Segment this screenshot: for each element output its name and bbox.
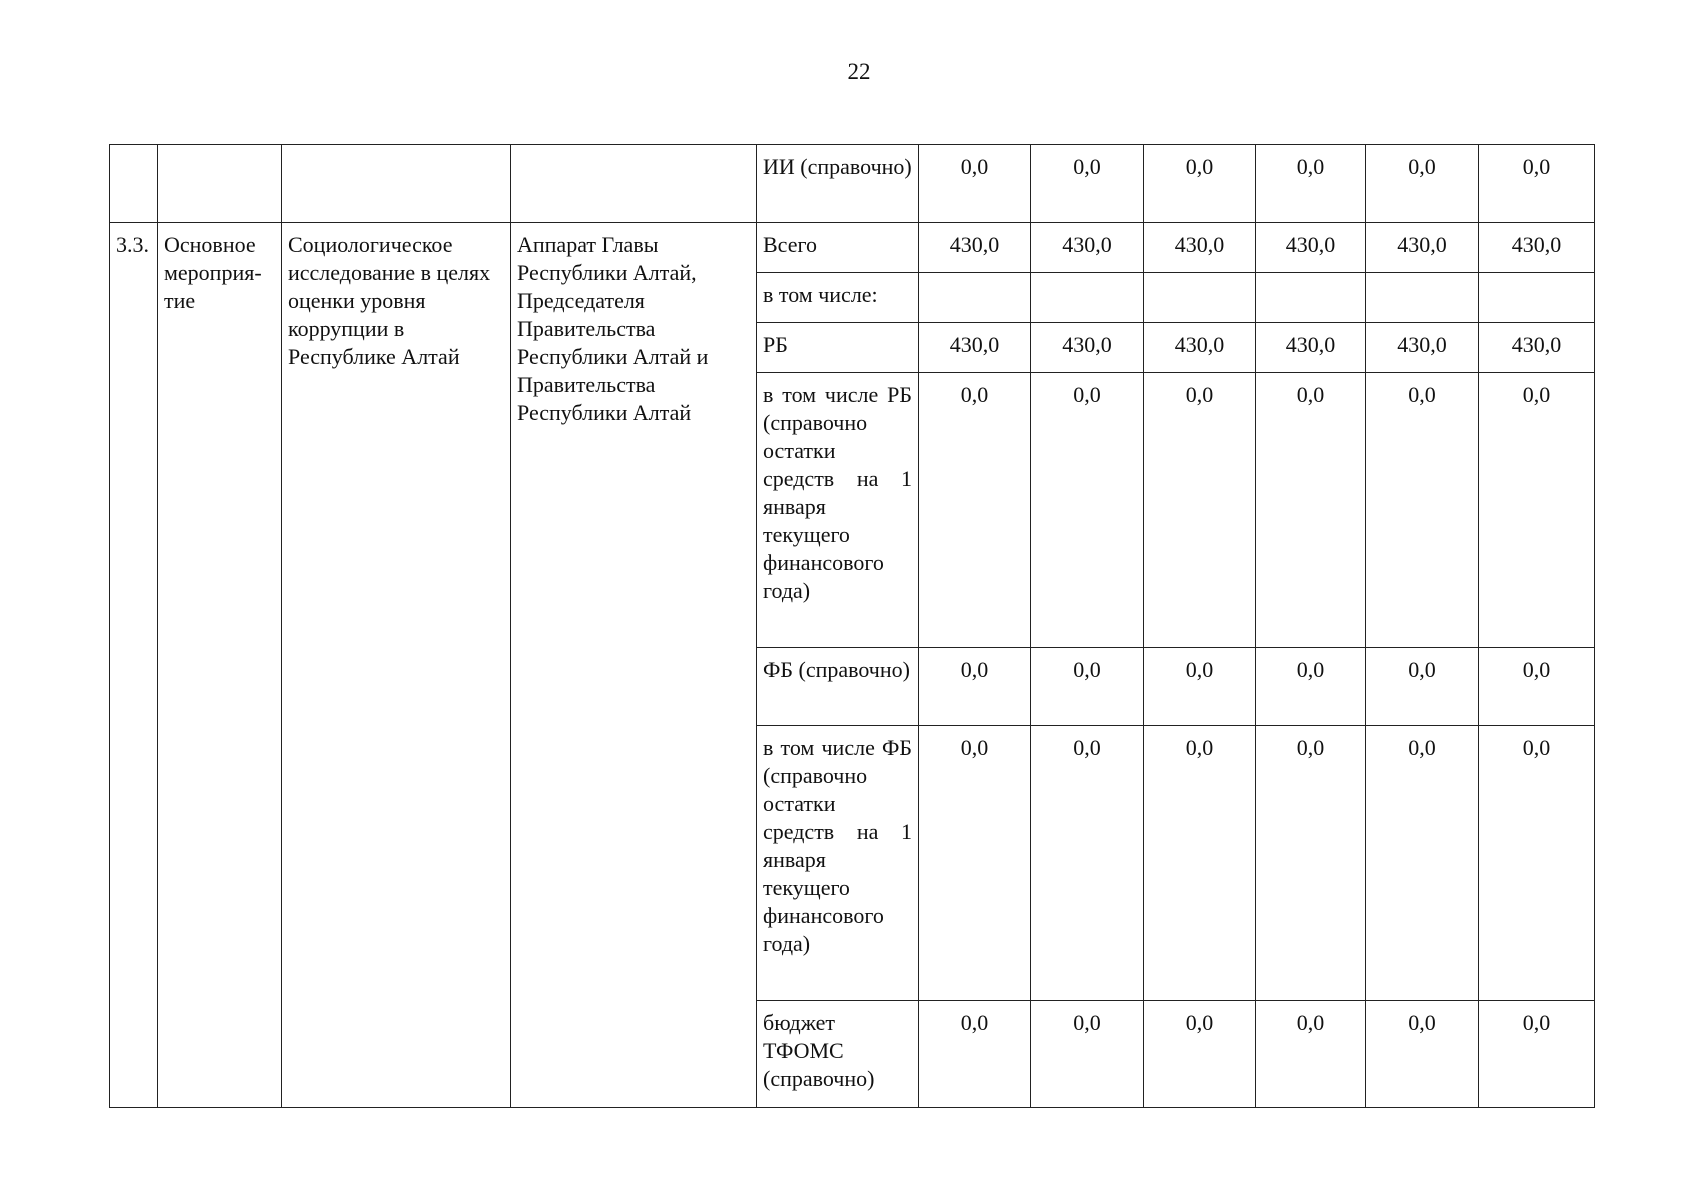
funding-source: в том числе:	[757, 273, 919, 323]
value-cell	[919, 273, 1031, 323]
funding-source: РБ	[757, 323, 919, 373]
value-cell: 430,0	[1256, 323, 1366, 373]
value-cell: 430,0	[1479, 323, 1595, 373]
value-cell	[1144, 273, 1256, 323]
table-row	[110, 145, 1595, 223]
value-cell: 430,0	[1366, 323, 1479, 373]
value-cell: 0,0	[1479, 373, 1595, 648]
value-cell: 0,0	[1366, 1001, 1479, 1108]
value-cell: 430,0	[919, 223, 1031, 273]
empty-cell	[282, 145, 511, 223]
empty-cell	[511, 145, 757, 223]
value-cell: 0,0	[1256, 648, 1366, 726]
value-cell: 430,0	[1366, 223, 1479, 273]
value-cell: 0,0	[1479, 648, 1595, 726]
value-cell: 0,0	[1256, 726, 1366, 1001]
value-cell: 0,0	[919, 726, 1031, 1001]
item-name: Социологическое исследование в целях оценки уровня коррупции в Республике Алтай	[282, 223, 511, 1108]
value-cell: 0,0	[1366, 648, 1479, 726]
value-cell: 0,0	[1144, 145, 1256, 223]
value-cell: 430,0	[1256, 223, 1366, 273]
value-cell: 0,0	[1256, 373, 1366, 648]
value-cell: 0,0	[1366, 145, 1479, 223]
value-cell	[1479, 273, 1595, 323]
funding-source: в том числе РБ (справочно остатки средств на 1 января текущего финансового года)	[757, 373, 919, 648]
empty-cell	[110, 145, 158, 223]
funding-source: Всего	[757, 223, 919, 273]
value-cell: 430,0	[919, 323, 1031, 373]
value-cell: 0,0	[919, 145, 1031, 223]
value-cell: 0,0	[919, 648, 1031, 726]
value-cell: 0,0	[1031, 1001, 1144, 1108]
funding-source: ФБ (справочно)	[757, 648, 919, 726]
value-cell: 0,0	[1479, 726, 1595, 1001]
empty-cell	[158, 145, 282, 223]
item-type: Основное мероприя-тие	[158, 223, 282, 1108]
value-cell: 0,0	[1144, 1001, 1256, 1108]
value-cell: 0,0	[1031, 648, 1144, 726]
value-cell: 0,0	[1144, 373, 1256, 648]
value-cell: 0,0	[1031, 145, 1144, 223]
value-cell: 0,0	[1256, 1001, 1366, 1108]
value-cell	[1366, 273, 1479, 323]
value-cell: 430,0	[1031, 323, 1144, 373]
funding-source: бюджет ТФОМС (справочно)	[757, 1001, 919, 1108]
value-cell: 430,0	[1144, 323, 1256, 373]
funding-source: в том числе ФБ (справочно остатки средств на 1 января текущего финансового года)	[757, 726, 919, 1001]
value-cell: 0,0	[1366, 373, 1479, 648]
page-number: 22	[847, 59, 871, 84]
value-cell: 0,0	[1031, 726, 1144, 1001]
value-cell: 0,0	[919, 373, 1031, 648]
budget-table	[109, 144, 1595, 1108]
value-cell	[1256, 273, 1366, 323]
value-cell: 0,0	[1479, 145, 1595, 223]
value-cell: 430,0	[1144, 223, 1256, 273]
item-number: 3.3.	[110, 223, 158, 1108]
value-cell: 430,0	[1031, 223, 1144, 273]
value-cell: 430,0	[1479, 223, 1595, 273]
value-cell: 0,0	[919, 1001, 1031, 1108]
item-executor: Аппарат Главы Республики Алтай, Председателя Правительства Республики Алтай и Правительства Республики Алтай	[511, 223, 757, 1108]
funding-source: ИИ (справочно)	[757, 145, 919, 223]
value-cell: 0,0	[1479, 1001, 1595, 1108]
value-cell: 0,0	[1144, 726, 1256, 1001]
value-cell: 0,0	[1256, 145, 1366, 223]
value-cell: 0,0	[1031, 373, 1144, 648]
value-cell: 0,0	[1366, 726, 1479, 1001]
value-cell	[1031, 273, 1144, 323]
value-cell: 0,0	[1144, 648, 1256, 726]
table-row	[110, 223, 1595, 273]
